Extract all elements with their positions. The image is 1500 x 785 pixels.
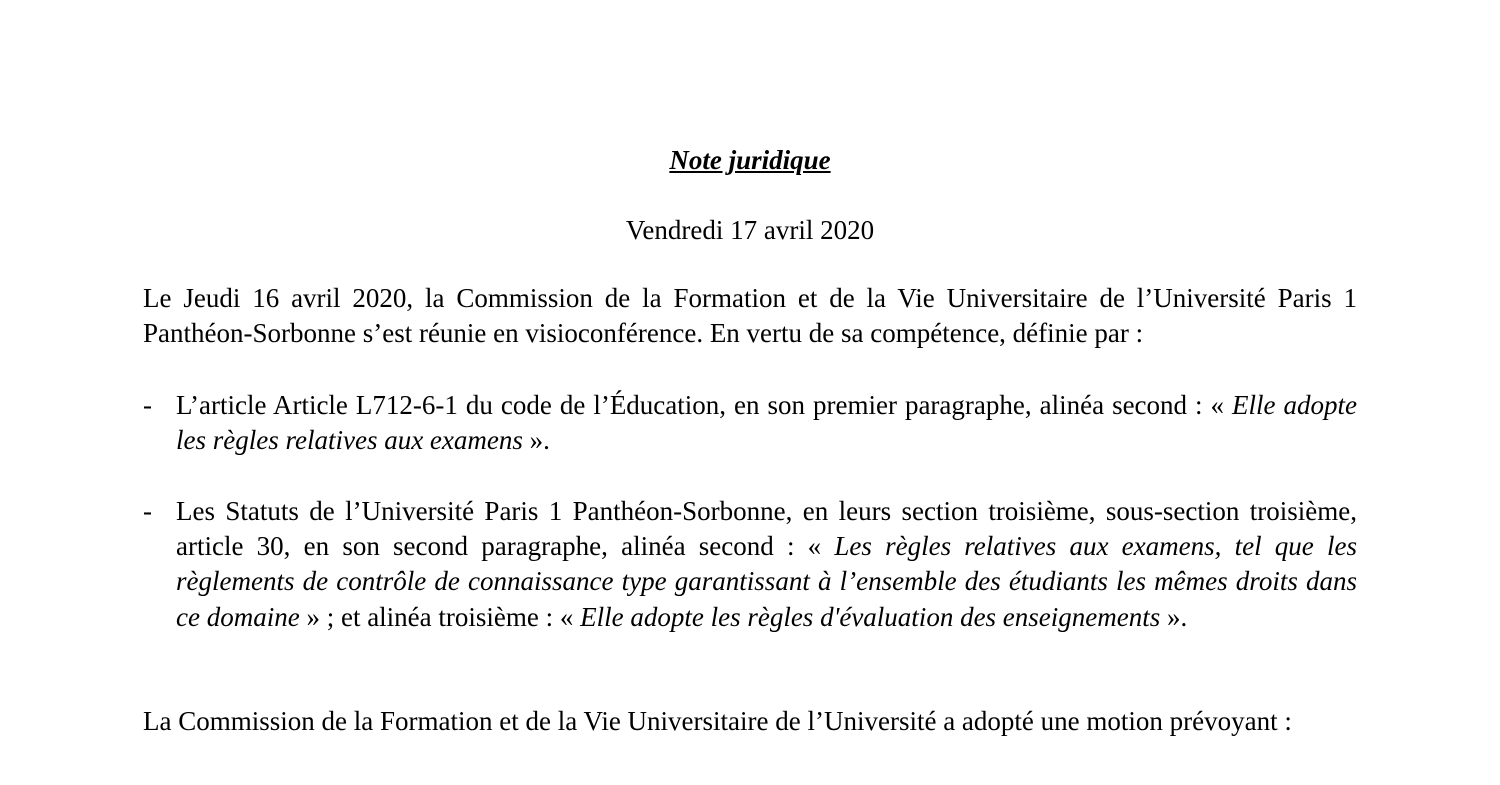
document-date: Vendredi 17 avril 2020 (625, 215, 875, 245)
bullet-text-lead: Les Statuts de l’Université Paris 1 Panthéon-Sorbonne, en leurs section troisième, sous-section troisième, article 30, en son second paragraphe, alinéa second : « (176, 496, 1357, 562)
bullet-text (176, 494, 1357, 635)
bullet-text-tail: ». (522, 425, 550, 456)
bullet-marker: - (143, 496, 152, 526)
bullet-text-middle: » ; et alinéa troisième : « (299, 601, 581, 632)
bullet-quote-first: Les règles relatives aux examens, tel que les règlements de contrôle de connaissance type garantissant à l’ensemble des étudiants les mêmes droits dans ce domaine (176, 531, 1357, 632)
bullet-text (176, 388, 1357, 458)
document-title: Note juridique (669, 145, 831, 175)
intro-paragraph: Le Jeudi 16 avril 2020, la Commission de la Formation et de la Vie Universitaire de l’Université Paris 1 Panthéon-Sorbonne s’est réunie en visioconférence. En vertu de sa compétence, définie par : (143, 283, 1357, 349)
bullet-marker: - (143, 390, 152, 420)
bullet-quote: Elle adopte les règles relatives aux examens (176, 390, 1357, 456)
bullet-quote-second: Elle adopte les règles d'évaluation des enseignements (580, 601, 1161, 632)
bullet-text-tail: ». (1160, 601, 1188, 632)
conclusion-paragraph: La Commission de la Formation et de la Vie Universitaire de l’Université a adopté une motion prévoyant : (143, 706, 1292, 736)
bullet-text-lead: L’article Article L712-6-1 du code de l’Éducation, en son premier paragraphe, alinéa second : « (176, 390, 1233, 420)
